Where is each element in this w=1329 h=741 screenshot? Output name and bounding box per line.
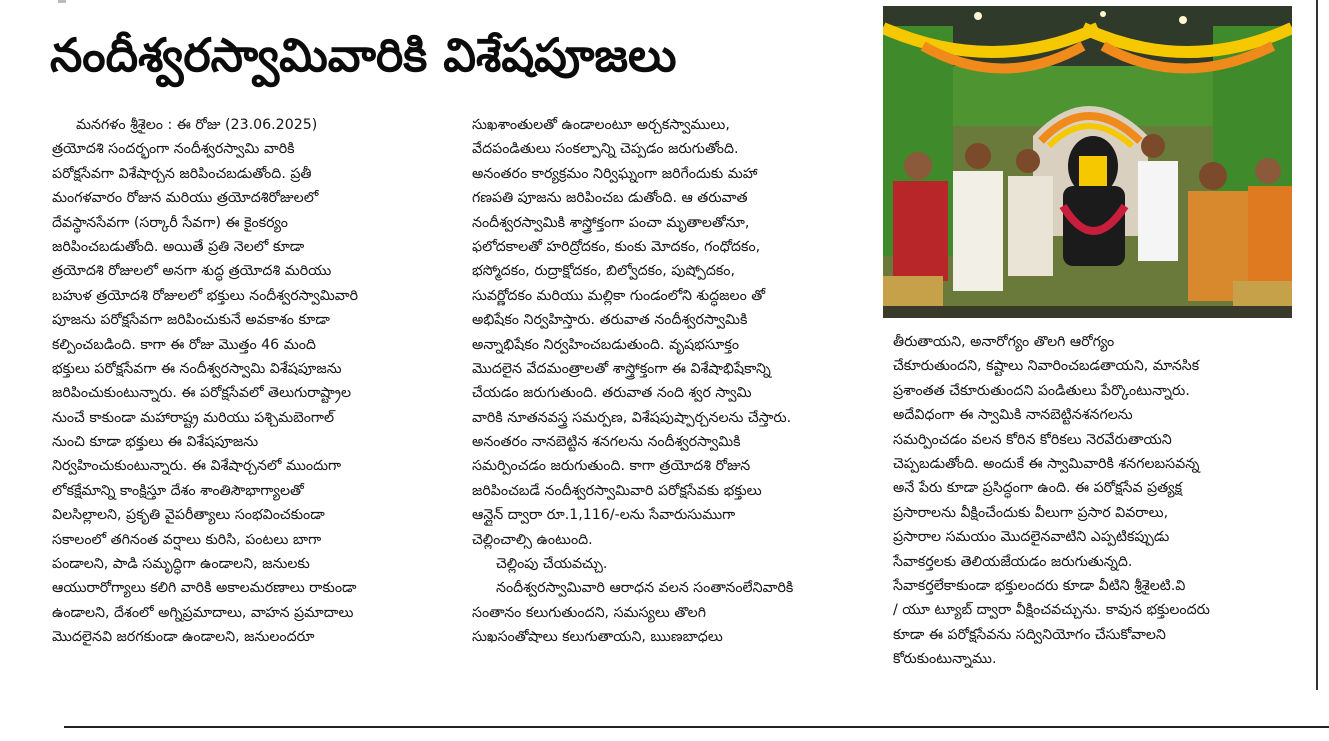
- text-line: కోరుకుంటున్నాము.: [893, 651, 997, 668]
- text-line: కల్పించబడింది. కాగా ఈ రోజు మొత్తం 46 మంది: [52, 336, 316, 353]
- text-line: అభిషేకం నిర్వహిస్తారు. తరువాత నందీశ్వరస్వామికి: [472, 312, 748, 329]
- text-line: వేదపండితులు సంకల్పాన్ని చెప్పడం జరుగుతోంది.: [472, 141, 739, 158]
- text-line: గణపతి పూజను జరిపించబ డుతోంది. ఆ తరువాత: [472, 190, 748, 207]
- text-line: అనే పేరు కూడా ప్రసిద్ధంగా ఉంది. ఈ పరోక్షసేవ ప్రత్యక్ష: [893, 480, 1183, 497]
- text-line: లోకక్షేమాన్ని కాంక్షిస్తూ దేశం శాంతిసౌభాగ్యాలతో: [52, 482, 304, 499]
- print-speck: [58, 0, 66, 3]
- text-line: ప్రశాంతత చేకూరుతుందని పండితులు పేర్కొంటున్నారు.: [893, 382, 1190, 399]
- text-line: అనంతరం నానబెట్టిన శనగలను నందీశ్వరస్వామికి: [472, 434, 741, 451]
- text-line: నిర్వహించుకుంటున్నారు. ఈ విశేషార్చనలో ముందుగా: [52, 458, 342, 475]
- text-line: చెల్లించాల్సి ఉంటుంది.: [472, 531, 593, 548]
- text-line: మంగళవారం రోజున మరియు త్రయోదశిరోజులలో: [52, 190, 319, 207]
- text-line: చేయడం జరుగుతుంది. తరువాత నంది శ్వర స్వామి: [472, 385, 752, 402]
- text-line: నుంచే కాకుండా మహారాష్ట్ర మరియు పశ్చిమబెంగాల్: [52, 409, 335, 426]
- text-line: విలసిల్లాలని, ప్రకృతి వైపరీత్యాలు సంభవించకుండా: [52, 507, 325, 524]
- article-column-2: [472, 113, 868, 650]
- text-line: ప్రసారాలను వీక్షించేందుకు వీలుగా ప్రసార వివరాలు,: [893, 504, 1169, 521]
- text-line: మొదలైనవి జరగకుండా ఉండాలని, జనులందరూ: [52, 629, 315, 646]
- text-line: పండాలని, పాడి సమృద్ధిగా ఉండాలని, జనులకు: [52, 556, 310, 573]
- text-line: సేవాకర్తలకు తెలియజేయడం జరుగుతున్నది.: [893, 553, 1133, 570]
- page-bottom-rule: [64, 726, 1329, 728]
- text-line: సుఖసంతోషాలు కలుగుతాయని, ఋణబాధలు: [472, 629, 723, 646]
- text-line: ప్రసారాల సమయం మొదలైనవాటిని ఎప్పటికప్పుడు: [893, 529, 1170, 546]
- text-line: ఆయురారోగ్యాలు కలిగి వారికి అకాలమరణాలు రాకుండా: [52, 580, 357, 597]
- text-line: సుఖశాంతులతో ఉండాలంటూ అర్చకస్వాములు,: [472, 117, 730, 133]
- text-line: ఫలోదకాలతో హరిద్రోదకం, కుంకు మోదకం, గంధోదకం,: [472, 238, 761, 255]
- text-line: మనగళం శ్రీశైలం : ఈ రోజు (23.06.2025): [76, 117, 318, 133]
- text-line: నందీశ్వరస్వామికి శాస్త్రోక్తంగా పంచా మృతాలతోనూ,: [472, 214, 750, 231]
- photo-illustration: [883, 6, 1292, 318]
- column-rule: [1316, 0, 1318, 690]
- text-line: జరిపించబడే నందీశ్వరస్వామివారి పరోక్షసేవకు భక్తులు: [472, 482, 762, 499]
- text-line: జరిపించబడుతోంది. అయితే ప్రతి నెలలో కూడా: [52, 238, 305, 255]
- text-line: చెప్పబడుతోంది. అందుకే ఈ స్వామివారికి శనగలబసవన్న: [893, 455, 1200, 472]
- text-line: సమర్పించడం వలన కోరిన కోరికలు నెరవేరుతాయని: [893, 431, 1172, 448]
- text-line: ఉండాలని, దేశంలో అగ్నిప్రమాదాలు, వాహన ప్రమాదాలు: [52, 604, 354, 621]
- text-line: వారికి నూతనవస్త్ర సమర్పణ, విశేషపుష్పార్చనలను చేస్తారు.: [472, 409, 792, 426]
- text-line: తీరుతాయని, అనారోగ్యం తొలగి ఆరోగ్యం: [893, 334, 1115, 350]
- temple-nandi-idol-photo: [883, 6, 1292, 318]
- text-line: త్రయోదశి సందర్భంగా నందీశ్వరస్వామి వారికి: [52, 141, 295, 158]
- text-line: అనంతరం కార్యక్రమం నిర్విఘ్నంగా జరిగేందుకు మహా: [472, 165, 758, 182]
- text-line: సువర్ణోదకం మరియు మల్లికా గుండంలోని శుద్ధజలం తో: [472, 287, 766, 304]
- article-column-1: [52, 113, 444, 650]
- text-line: సేవాకర్తలేకాకుండా భక్తులందరు కూడా వీటిని శ్రీశైలటి.వి: [893, 577, 1186, 594]
- text-line: మొదలైన వేదమంత్రాలతో శాస్త్రోక్తంగా ఈ విశేషాభిషేకాన్ని: [472, 360, 771, 377]
- text-line: చేకూరుతుందని, కష్టాలు నివారించబడతాయని, మానసిక: [893, 358, 1200, 375]
- text-line: సకాలంలో తగినంత వర్షాలు కురిసి, పంటలు బాగా: [52, 531, 322, 548]
- text-line: అన్నాభిషేకం నిర్వహించబడుతుంది. వృషభసూక్తం: [472, 336, 740, 353]
- text-line: ఆన్లైన్ ద్వారా రూ.1,116/-లను సేవారుసుముగా: [472, 507, 736, 524]
- text-line: భక్తులు పరోక్షసేవగా ఈ నందీశ్వరస్వామి విశేషపూజను: [52, 360, 342, 377]
- text-line: త్రయోదశి రోజులలో అనగా శుద్ధ త్రయోదశి మరియు: [52, 263, 332, 280]
- headline: నందీశ్వరస్వామివారికి విశేషపూజలు: [50, 28, 677, 82]
- text-line: నుంచి కూడా భక్తులు ఈ విశేషపూజను: [52, 434, 259, 451]
- text-line: కూడా ఈ పరోక్షసేవను సద్వినియోగం చేసుకోవాలని: [893, 626, 1166, 643]
- text-line: సమర్పించడం జరుగుతుంది. కాగా త్రయోదశి రోజున: [472, 458, 751, 475]
- text-line: నందీశ్వరస్వామివారి ఆరాధన వలన సంతానంలేనివారికి: [496, 580, 794, 597]
- text-line: పరోక్షసేవగా విశేషార్చన జరిపించబడుతోంది. ప్రతీ: [52, 165, 312, 182]
- text-line: / యూ ట్యూబ్ ద్వారా వీక్షించవచ్చును. కావున భక్తులందరు: [893, 602, 1210, 619]
- text-line: బహుళ త్రయోదశి రోజులలో భక్తులు నందీశ్వరస్వామివారి: [52, 287, 359, 304]
- text-line: జరిపించుకుంటున్నారు. ఈ పరోక్షసేవలో తెలుగురాష్ట్రాల: [52, 385, 352, 402]
- text-line: చెల్లింపు చేయవచ్చు.: [496, 556, 608, 573]
- text-line: పూజను పరోక్షసేవగా జరిపించుకునే అవకాశం కూడా: [52, 312, 330, 329]
- text-line: సంతానం కలుగుతుందని, సమస్యలు తొలగి: [472, 604, 707, 621]
- text-line: దేవస్థానసేవగా (సర్కారీ సేవగా) ఈ కైంకర్యం: [52, 214, 288, 231]
- text-line: భస్మోదకం, రుద్రాక్షోదకం, బిల్వోదకం, పుష్పోదకం,: [472, 263, 735, 280]
- article-column-3: [893, 330, 1297, 671]
- text-line: అదేవిధంగా ఈ స్వామికి నానబెట్టినశనగలను: [893, 407, 1133, 424]
